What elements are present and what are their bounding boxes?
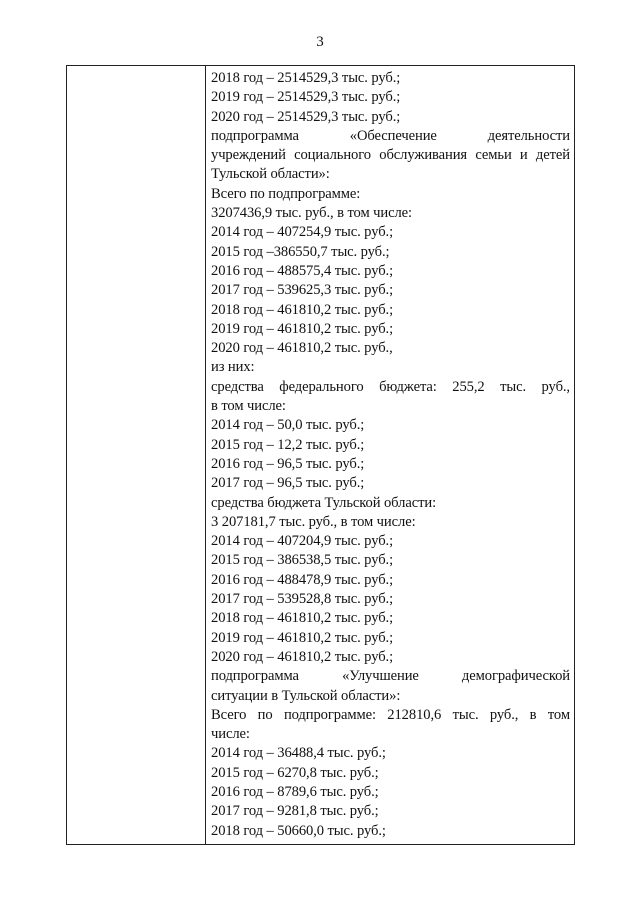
text-line: 2016 год – 8789,6 тыс. руб.; bbox=[211, 783, 379, 800]
text-line: 3207436,9 тыс. руб., в том числе: bbox=[211, 205, 412, 222]
text-line: Тульской области»: bbox=[211, 166, 330, 183]
text-line: 2017 год – 96,5 тыс. руб.; bbox=[211, 475, 365, 492]
text-line: 2017 год – 9281,8 тыс. руб.; bbox=[211, 803, 379, 820]
text-line: 2019 год – 461810,2 тыс. руб.; bbox=[211, 629, 394, 646]
text-line: 2014 год – 50,0 тыс. руб.; bbox=[211, 417, 365, 434]
text-line: в том числе: bbox=[211, 398, 286, 415]
table-left-column bbox=[67, 66, 206, 844]
text-line: средства федерального бюджета: 255,2 тыс. руб., bbox=[211, 378, 570, 395]
text-line: 2015 год –386550,7 тыс. руб.; bbox=[211, 243, 390, 260]
text-line: ситуации в Тульской области»: bbox=[211, 687, 401, 704]
text-line: Всего по подпрограмме: 212810,6 тыс. руб., в том bbox=[211, 706, 570, 723]
text-line: 2015 год – 6270,8 тыс. руб.; bbox=[211, 764, 379, 781]
text-line: 2019 год – 461810,2 тыс. руб.; bbox=[211, 320, 394, 337]
text-line: 2018 год – 461810,2 тыс. руб.; bbox=[211, 610, 394, 627]
text-line: 2014 год – 36488,4 тыс. руб.; bbox=[211, 745, 386, 762]
text-line: 2015 год – 386538,5 тыс. руб.; bbox=[211, 552, 394, 569]
text-line: 2018 год – 50660,0 тыс. руб.; bbox=[211, 822, 386, 839]
text-line: 2017 год – 539528,8 тыс. руб.; bbox=[211, 591, 394, 608]
text-line: учреждений социального обслуживания семьи и детей bbox=[211, 147, 570, 164]
text-line: 2020 год – 461810,2 тыс. руб., bbox=[211, 340, 393, 357]
text-line: 2019 год – 2514529,3 тыс. руб.; bbox=[211, 89, 401, 106]
table-right-column bbox=[206, 66, 574, 841]
text-line: средства бюджета Тульской области: bbox=[211, 494, 437, 511]
text-line: 2016 год – 488575,4 тыс. руб.; bbox=[211, 262, 394, 279]
text-line: Всего по подпрограмме: bbox=[211, 185, 361, 202]
text-line: из них: bbox=[211, 359, 255, 376]
text-line: 2014 год – 407204,9 тыс. руб.; bbox=[211, 533, 394, 550]
text-line: 2017 год – 539625,3 тыс. руб.; bbox=[211, 282, 394, 299]
text-line: 2020 год – 2514529,3 тыс. руб.; bbox=[211, 108, 401, 125]
text-line: 3 207181,7 тыс. руб., в том числе: bbox=[211, 513, 416, 530]
text-line: 2016 год – 488478,9 тыс. руб.; bbox=[211, 571, 394, 588]
page-number: 3 bbox=[316, 34, 324, 50]
text-line: 2020 год – 461810,2 тыс. руб.; bbox=[211, 648, 394, 665]
text-line: 2016 год – 96,5 тыс. руб.; bbox=[211, 455, 365, 472]
text-line: подпрограмма «Обеспечение деятельности bbox=[211, 127, 570, 144]
text-line: 2014 год – 407254,9 тыс. руб.; bbox=[211, 224, 394, 241]
text-line: подпрограмма «Улучшение демографической bbox=[211, 668, 570, 685]
text-line: 2018 год – 2514529,3 тыс. руб.; bbox=[211, 70, 401, 86]
document-table bbox=[66, 65, 575, 845]
text-line: 2015 год – 12,2 тыс. руб.; bbox=[211, 436, 365, 453]
text-line: числе: bbox=[211, 726, 250, 743]
text-line: 2018 год – 461810,2 тыс. руб.; bbox=[211, 301, 394, 318]
